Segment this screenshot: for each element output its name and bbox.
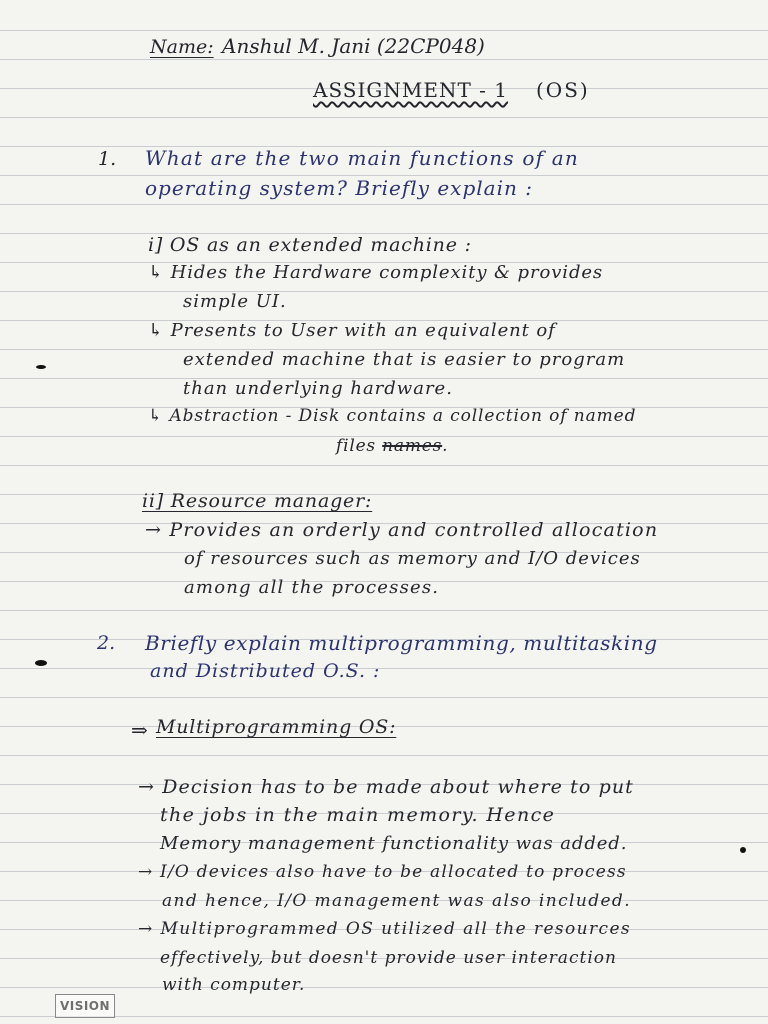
struck-word: names — [382, 436, 443, 456]
line-end: . — [442, 436, 449, 456]
q1-part2-point1-line1: → Provides an orderly and controlled allocation — [145, 519, 659, 541]
files-word: files — [336, 436, 376, 456]
mp-point3-line3: with computer. — [162, 975, 306, 995]
mp-point1-line1: → Decision has to be made about where to put — [138, 776, 634, 798]
margin-mark — [740, 847, 746, 853]
q1-part2-heading: ii] Resource manager: — [142, 490, 373, 512]
vision-watermark: VISION — [55, 994, 115, 1018]
mp-point2-line2: and hence, I/O management was also included. — [162, 891, 632, 911]
q2-number: 2. — [97, 632, 116, 654]
mp-heading: Multiprogramming OS: — [156, 716, 397, 738]
q1-part2-point1-line3: among all the processes. — [184, 577, 440, 598]
name-label: Name: — [150, 36, 214, 58]
q1-part1-point3-line2 — [336, 438, 448, 455]
assignment-title: ASSIGNMENT - 1 — [313, 78, 508, 102]
q1-part1-point3-line1: ↳ Abstraction - Disk contains a collection of named — [148, 406, 637, 426]
mp-point1-line2: the jobs in the main memory. Hence — [160, 804, 556, 826]
mp-point3-line2: effectively, but doesn't provide user interaction — [160, 948, 617, 968]
q1-part1-point2-line3: than underlying hardware. — [183, 378, 453, 399]
q1-part1-point2-line2: extended machine that is easier to program — [183, 349, 626, 370]
mp-point3-line1: → Multiprogrammed OS utilized all the resources — [138, 919, 632, 939]
mp-point1-line3: Memory management functionality was added. — [160, 833, 628, 854]
q2-question-line2: and Distributed O.S. : — [150, 660, 381, 682]
q1-part1-point2-line1: ↳ Presents to User with an equivalent of — [148, 320, 556, 341]
q1-question-line2: operating system? Briefly explain : — [145, 176, 533, 200]
q1-part2-point1-line2: of resources such as memory and I/O devices — [184, 548, 641, 569]
q1-part1-heading: i] OS as an extended machine : — [148, 234, 472, 256]
q1-question-line1: What are the two main functions of an — [145, 146, 579, 170]
margin-mark — [36, 365, 46, 369]
mp-heading-arrow: ⇒ — [131, 718, 148, 742]
q1-number: 1. — [98, 148, 117, 170]
assignment-subject: (OS) — [536, 78, 590, 102]
q1-part1-point1-line2: simple UI. — [183, 291, 287, 312]
margin-mark — [35, 660, 47, 666]
mp-point2-line1: → I/O devices also have to be allocated to process — [138, 862, 627, 882]
q1-part1-point1-line1: ↳ Hides the Hardware complexity & provides — [148, 262, 604, 283]
student-name: Anshul M. Jani (22CP048) — [222, 34, 485, 58]
q2-question-line1: Briefly explain multiprogramming, multitasking — [145, 631, 658, 655]
